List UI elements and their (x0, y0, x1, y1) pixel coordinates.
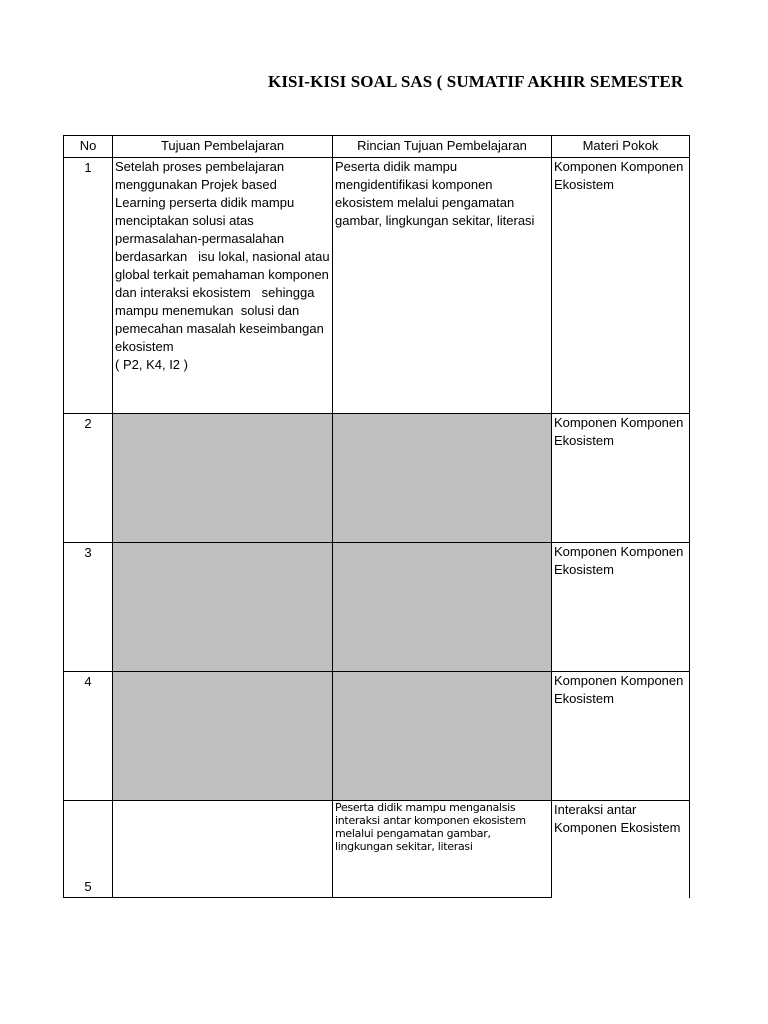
kisi-kisi-table (63, 135, 690, 898)
row-number: 2 (64, 414, 113, 543)
header-no: No (64, 136, 113, 158)
tujuan-cell-shaded (113, 672, 333, 801)
table-row (64, 543, 690, 672)
materi-cell: Komponen Komponen Ekosistem (552, 672, 690, 801)
table-row (64, 158, 690, 414)
row-number: 4 (64, 672, 113, 801)
table-header-row (64, 136, 690, 158)
rincian-cell-shaded (333, 543, 552, 672)
header-tujuan-pembelajaran: Tujuan Pembelajaran (113, 136, 333, 158)
materi-cell: Komponen Komponen Ekosistem (552, 543, 690, 672)
document-title: KISI-KISI SOAL SAS ( SUMATIF AKHIR SEMESTER (268, 72, 684, 91)
row-number: 3 (64, 543, 113, 672)
table-row (64, 801, 690, 898)
table-row (64, 414, 690, 543)
tujuan-cell-shaded (113, 414, 333, 543)
row-number: 1 (64, 158, 113, 414)
tujuan-cell: Setelah proses pembelajaran menggunakan Projek based Learning perserta didik mampu menciptakan solusi atas permasalahan-permasalahan berdasarkan isu lokal, nasional atau global terkait pemahaman komponen dan interaksi ekosistem sehingga mampu menemukan solusi dan pemecahan masalah keseimbangan ekosistem ( P2, K4, I2 ) (113, 158, 333, 414)
tujuan-cell-shaded (113, 543, 333, 672)
materi-cell: Komponen Komponen Ekosistem (552, 158, 690, 414)
materi-cell: Komponen Komponen Ekosistem (552, 414, 690, 543)
row-number: 5 (64, 801, 113, 898)
rincian-cell: Peserta didik mampu menganalsis interaksi antar komponen ekosistem melalui pengamatan gambar, lingkungan sekitar, literasi (333, 801, 552, 898)
header-rincian-tujuan-pembelajaran: Rincian Tujuan Pembelajaran (333, 136, 552, 158)
rincian-cell-shaded (333, 672, 552, 801)
materi-cell: Interaksi antar Komponen Ekosistem (552, 801, 690, 898)
header-materi-pokok: Materi Pokok (552, 136, 690, 158)
rincian-cell: Peserta didik mampu mengidentifikasi komponen ekosistem melalui pengamatan gambar, lingkungan sekitar, literasi (333, 158, 552, 414)
tujuan-cell (113, 801, 333, 898)
rincian-cell-shaded (333, 414, 552, 543)
table-row (64, 672, 690, 801)
